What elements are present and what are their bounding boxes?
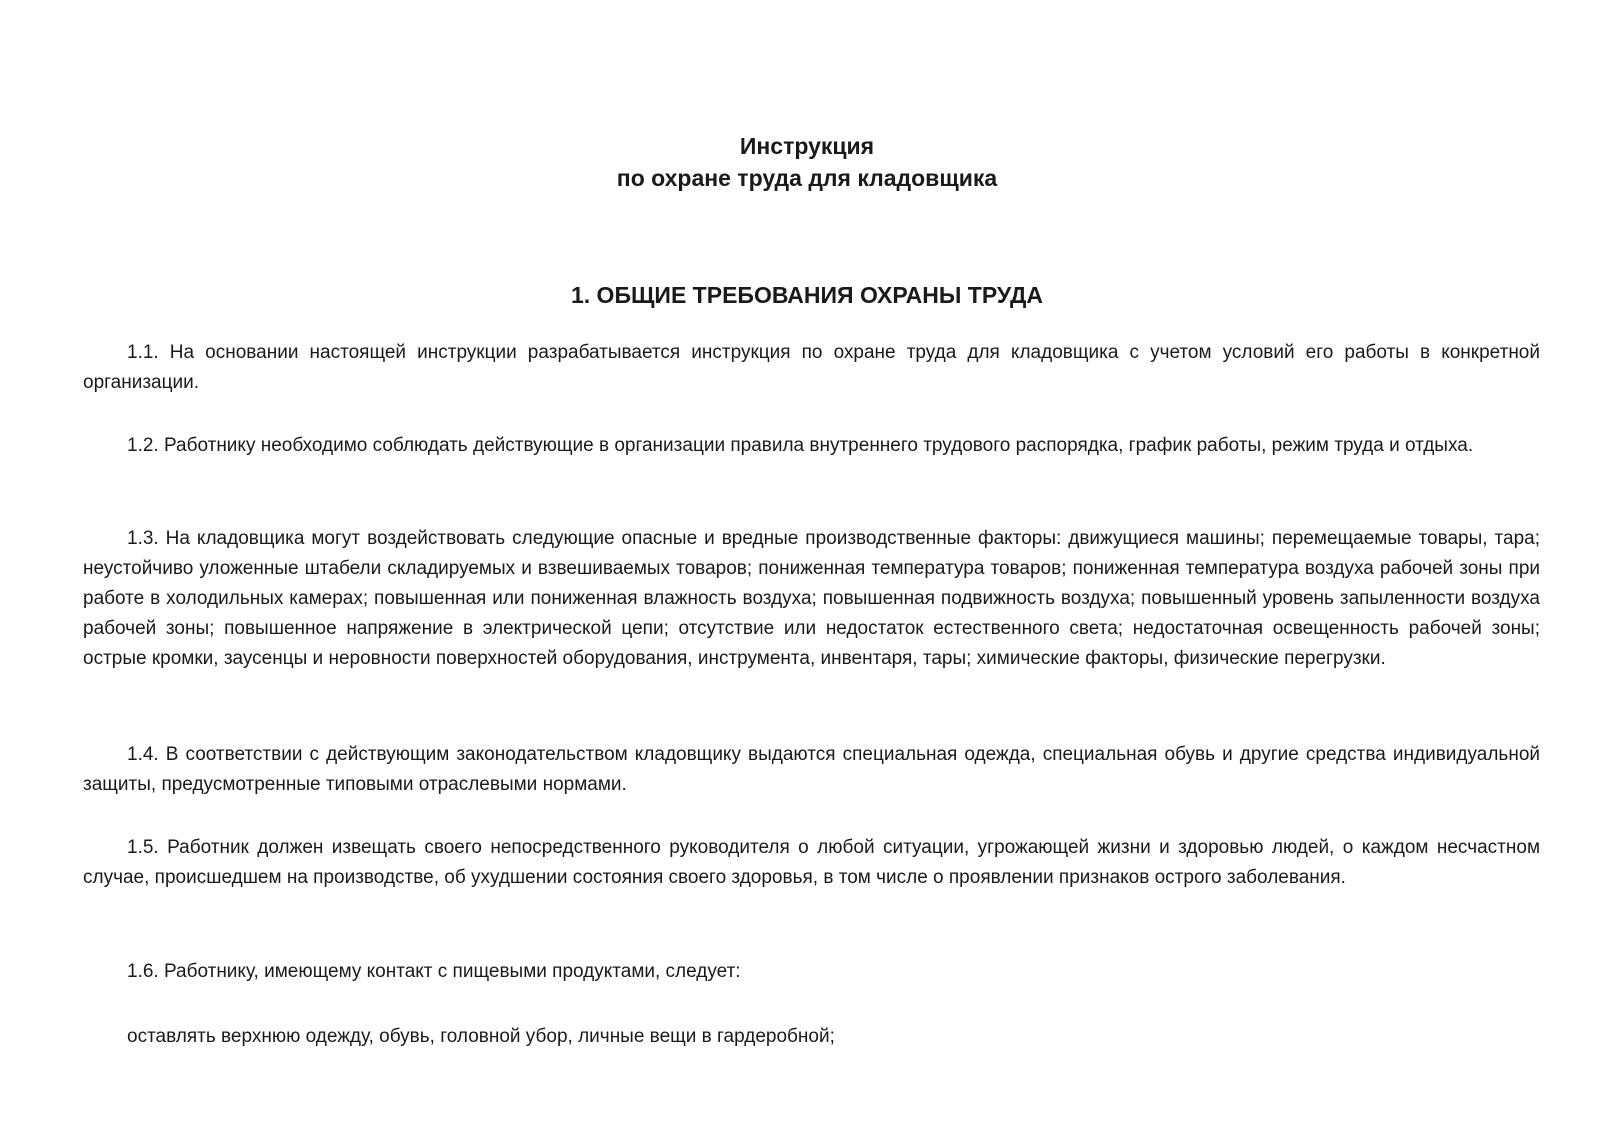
paragraph-1-6: 1.6. Работнику, имеющему контакт с пищевыми продуктами, следует: [127,961,741,982]
section-heading: 1. ОБЩИЕ ТРЕБОВАНИЯ ОХРАНЫ ТРУДА [570,282,1043,308]
paragraph-1-4: 1.4. В соответствии с действующим законодательством кладовщику выдаются специальная одежда, специальная обувь и другие средства индивидуальной защиты, предусмотренные типовыми отраслевыми нормами. [83,744,1540,795]
document-title-line1: Инструкция [739,133,875,159]
paragraph-1-3: 1.3. На кладовщика могут воздействовать следующие опасные и вредные производственные факторы: движущиеся машины; перемещаемые товары, тара; неустойчиво уложенные штабели складируемых и взвешиваемых товаров; пониженная температура товаров; пониженная температура воздуха рабочей зоны при работе в холодильных камерах; повышенная или пониженная влажность воздуха; повышенная подвижность воздуха; повышенный уровень запыленности воздуха рабочей зоны; повышенное напряжение в электрической цепи; отсутствие или недостаток естественного света; недостаточная освещенность рабочей зоны; острые кромки, заусенцы и неровности поверхностей оборудования, инструмента, инвентаря, тары; химические факторы, физические перегрузки. [83,528,1540,669]
document-title-line2: по охране труда для кладовщика [616,165,998,191]
paragraph-1-6-item: оставлять верхнюю одежду, обувь, головной убор, личные вещи в гардеробной; [127,1026,835,1047]
paragraph-1-5: 1.5. Работник должен извещать своего непосредственного руководителя о любой ситуации, угрожающей жизни и здоровью людей, о каждом несчастном случае, происшедшем на производстве, об ухудшении состояния своего здоровья, в том числе о проявлении признаков острого заболевания. [83,837,1540,888]
paragraph-1-1: 1.1. На основании настоящей инструкции разрабатывается инструкция по охране труда для кладовщика с учетом условий его работы в конкретной организации. [83,342,1540,393]
paragraph-1-2: 1.2. Работнику необходимо соблюдать действующие в организации правила внутреннего трудового распорядка, график работы, режим труда и отдыха. [127,435,1474,456]
